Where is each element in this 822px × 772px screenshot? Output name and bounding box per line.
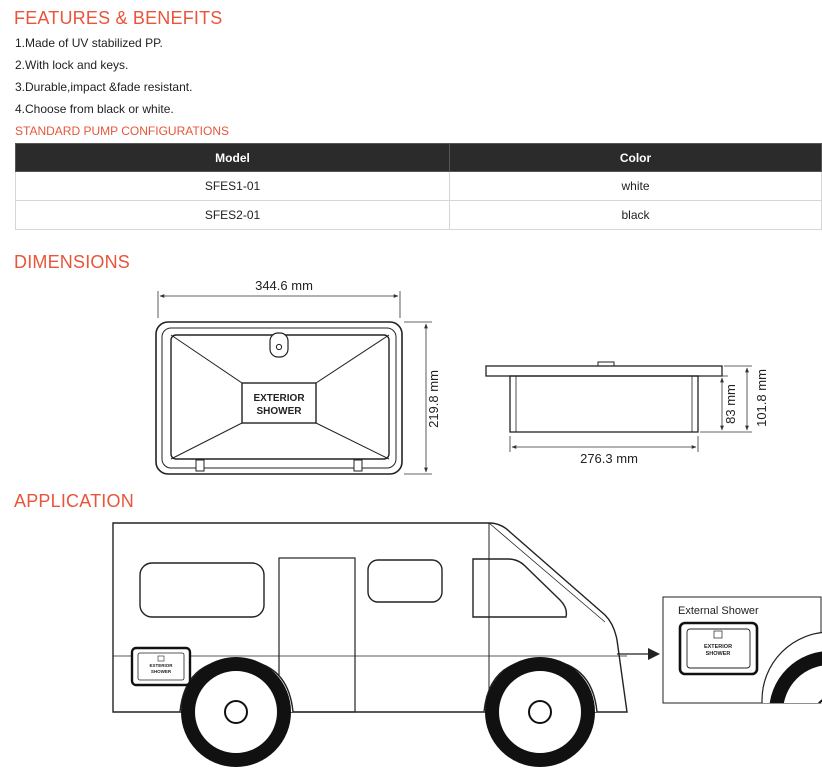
depth-dimension-label: 83 mm — [723, 384, 738, 424]
table-row — [16, 201, 822, 230]
table-row — [16, 172, 822, 201]
feature-item: 1.Made of UV stabilized PP. — [15, 36, 163, 50]
column-header-model: Model — [16, 144, 450, 172]
configurations-title: STANDARD PUMP CONFIGURATIONS — [15, 124, 230, 138]
inset-label: External Shower — [678, 605, 759, 617]
panel-label-line2: SHOWER — [256, 406, 302, 417]
dimensions-title: DIMENSIONS — [14, 252, 131, 272]
inset-panel — [663, 597, 822, 768]
front-panel-view — [156, 322, 402, 474]
total-depth-dimension-label: 101.8 mm — [754, 369, 769, 427]
width-dimension-label: 344.6 mm — [255, 278, 313, 293]
inset-unit-label-line1: EXTERIOR — [703, 644, 733, 650]
column-header-color: Color — [450, 144, 822, 172]
application-drawing — [0, 515, 822, 772]
model-cell: SFES2-01 — [16, 201, 450, 230]
table-header-row — [16, 144, 822, 172]
panel-label-line1: EXTERIOR — [253, 393, 305, 404]
model-cell: SFES1-01 — [16, 172, 450, 201]
feature-item: 2.With lock and keys. — [15, 58, 129, 72]
inset-unit-label-line2: SHOWER — [705, 651, 731, 657]
color-cell: white — [450, 172, 822, 201]
side-view — [486, 362, 722, 432]
features-title: FEATURES & BENEFITS — [14, 8, 223, 28]
dimensions-drawing — [0, 270, 822, 480]
color-cell: black — [450, 201, 822, 230]
van-illustration — [113, 523, 627, 760]
configurations-table — [15, 143, 822, 230]
feature-item: 4.Choose from black or white. — [15, 102, 174, 116]
application-title: APPLICATION — [14, 491, 134, 511]
small-unit-label-line1: EXTERIOR — [149, 663, 173, 668]
small-unit-label-line2: SHOWER — [150, 669, 172, 674]
feature-item: 3.Durable,impact &fade resistant. — [15, 80, 193, 94]
height-dimension-label: 219.8 mm — [426, 370, 441, 428]
side-width-dimension-label: 276.3 mm — [580, 451, 638, 466]
arrow-right-icon — [648, 648, 660, 660]
